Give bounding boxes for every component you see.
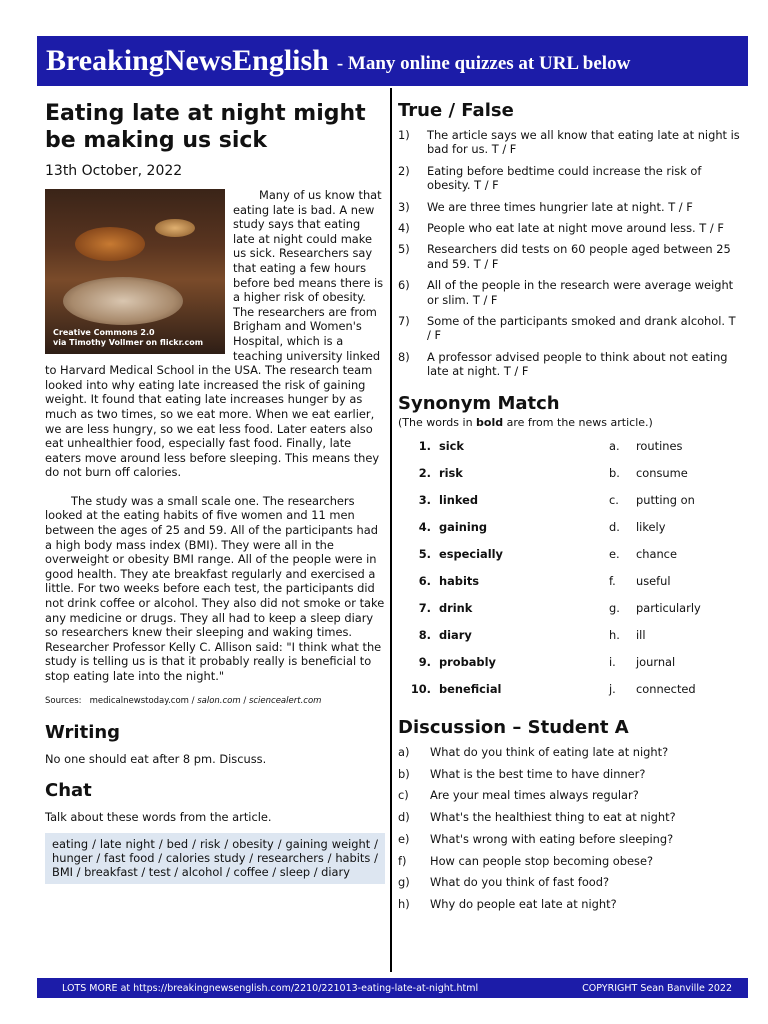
synonym-row: 8. diary h. ill: [418, 628, 646, 643]
discussion-heading: Discussion – Student A: [398, 716, 629, 738]
article-date: 13th October, 2022: [45, 163, 183, 179]
synonym-note: (The words in bold are from the news article.): [398, 415, 653, 429]
discussion-question: g) What do you think of fast food?: [398, 875, 610, 890]
discussion-question: d) What's the healthiest thing to eat at night?: [398, 810, 676, 825]
true-false-item: 7) Some of the participants smoked and drank alcohol. T / F: [398, 314, 736, 343]
true-false-item: 3) We are three times hungrier late at night. T / F: [398, 199, 693, 214]
true-false-item: 2) Eating before bedtime could increase the risk of obesity. T / F: [398, 163, 702, 193]
synonym-row: 10. beneficial j. connected: [410, 682, 696, 697]
discussion-question: a) What do you think of eating late at night?: [398, 744, 669, 759]
chat-word-box: eating / late night / bed / risk / obesity / gaining weight / hunger / fast food / calories study / researchers / habits / BMI / breakfast / test / alcohol / coffee / sleep / diary: [45, 833, 385, 884]
synonym-row: 7. drink g. particularly: [418, 601, 701, 616]
true-false-item: 5) Researchers did tests on 60 people aged between 25 and 59. T / F: [398, 242, 731, 271]
synonym-table: [398, 433, 743, 703]
sources-line: Sources: medicalnewstoday.com / salon.com / sciencealert.com: [45, 695, 322, 706]
chat-prompt: Talk about these words from the article.: [45, 809, 272, 824]
column-divider: [390, 88, 392, 972]
synonym-row: 4. gaining d. likely: [418, 520, 666, 535]
chat-heading: Chat: [45, 779, 92, 801]
true-false-item: 8) A professor advised people to think about not eating late at night. T / F: [398, 349, 728, 379]
synonym-row: 5. especially e. chance: [418, 547, 677, 562]
true-false-heading: True / False: [398, 100, 514, 121]
discussion-question: b) What is the best time to have dinner?: [398, 766, 646, 781]
footer-bar: [37, 978, 748, 998]
photo-credit: Creative Commons 2.0 via Timothy Vollmer on flickr.com: [53, 328, 204, 347]
discussion-question: e) What's wrong with eating before sleeping?: [398, 831, 674, 846]
synonym-heading: Synonym Match: [398, 392, 560, 414]
synonym-row: 6. habits f. useful: [418, 574, 671, 589]
right-column: [398, 100, 743, 911]
header-tagline: - Many online quizzes at URL below: [336, 53, 631, 74]
brand-name: BreakingNewsEnglish: [46, 44, 329, 77]
source-link[interactable]: medicalnewstoday.com: [89, 695, 189, 706]
discussion-question: f) How can people stop becoming obese?: [398, 853, 654, 868]
discussion-question: h) Why do people eat late at night?: [398, 896, 617, 911]
article-body: [45, 188, 385, 684]
left-column: [45, 100, 385, 884]
synonym-row: 1. sick a. routines: [418, 439, 683, 454]
discussion-list: [398, 745, 743, 911]
article-photo: [45, 189, 225, 354]
synonym-row: 2. risk b. consume: [418, 466, 688, 481]
discussion-question: c) Are your meal times always regular?: [398, 788, 639, 803]
source-link[interactable]: salon.com: [197, 695, 241, 706]
writing-prompt: No one should eat after 8 pm. Discuss.: [45, 751, 267, 766]
header-banner: [37, 36, 748, 86]
true-false-item: 1) The article says we all know that eating late at night is bad for us. T / F: [398, 128, 740, 157]
true-false-item: 4) People who eat late at night move around less. T / F: [398, 221, 724, 236]
article-paragraph: Many of us know that eating late is bad. A new study says that eating late at night could make us sick. Researchers say that eating a few hours before bed means there is a higher risk of obesity. The researchers are from Brigham and Women's Hospital, which is a teaching university linked to Harvard Medical School in the USA. The research team looked into why eating late increased the risk of gaining weight. It found that eating late increases hunger by as much as two times, so we eat more. When we eat earlier, we are less hungry, so we eat less food. Later eaters also eat unhealthier food, especially fast food. Finally, late eaters move around less before sleeping. This means they do not burn off calories.: [45, 188, 384, 480]
true-false-list: [398, 128, 743, 379]
synonym-row: 9. probably i. journal: [418, 655, 676, 670]
source-link[interactable]: sciencealert.com: [248, 695, 322, 706]
article-title: Eating late at night might be making us sick: [45, 101, 366, 153]
true-false-item: 6) All of the people in the research were average weight or slim. T / F: [398, 278, 734, 307]
footer-copyright: COPYRIGHT Sean Banville 2022: [582, 982, 732, 994]
synonym-row: 3. linked c. putting on: [418, 493, 695, 508]
article-paragraph: The study was a small scale one. The researchers looked at the eating habits of five women and 11 men between the ages of 25 and 59. All of the participants had a high body mass index (BMI). They were all in the overweight or obesity BMI range. All of the people were in good health. They ate breakfast regularly and exercised a little. For two weeks before each test, the participants did not drink coffee or alcohol. They also did not smoke or take any medicine or drugs. They all had to keep a sleep diary so researchers knew their sleeping and waking times. Researcher Professor Kelly C. Allison said: "I think what the study is telling us is that it probably really is beneficial to stop eating late into the night.": [45, 493, 385, 683]
footer-link[interactable]: LOTS MORE at https://breakingnewsenglish.com/2210/221013-eating-late-at-night.html: [62, 982, 479, 994]
writing-heading: Writing: [45, 721, 121, 743]
